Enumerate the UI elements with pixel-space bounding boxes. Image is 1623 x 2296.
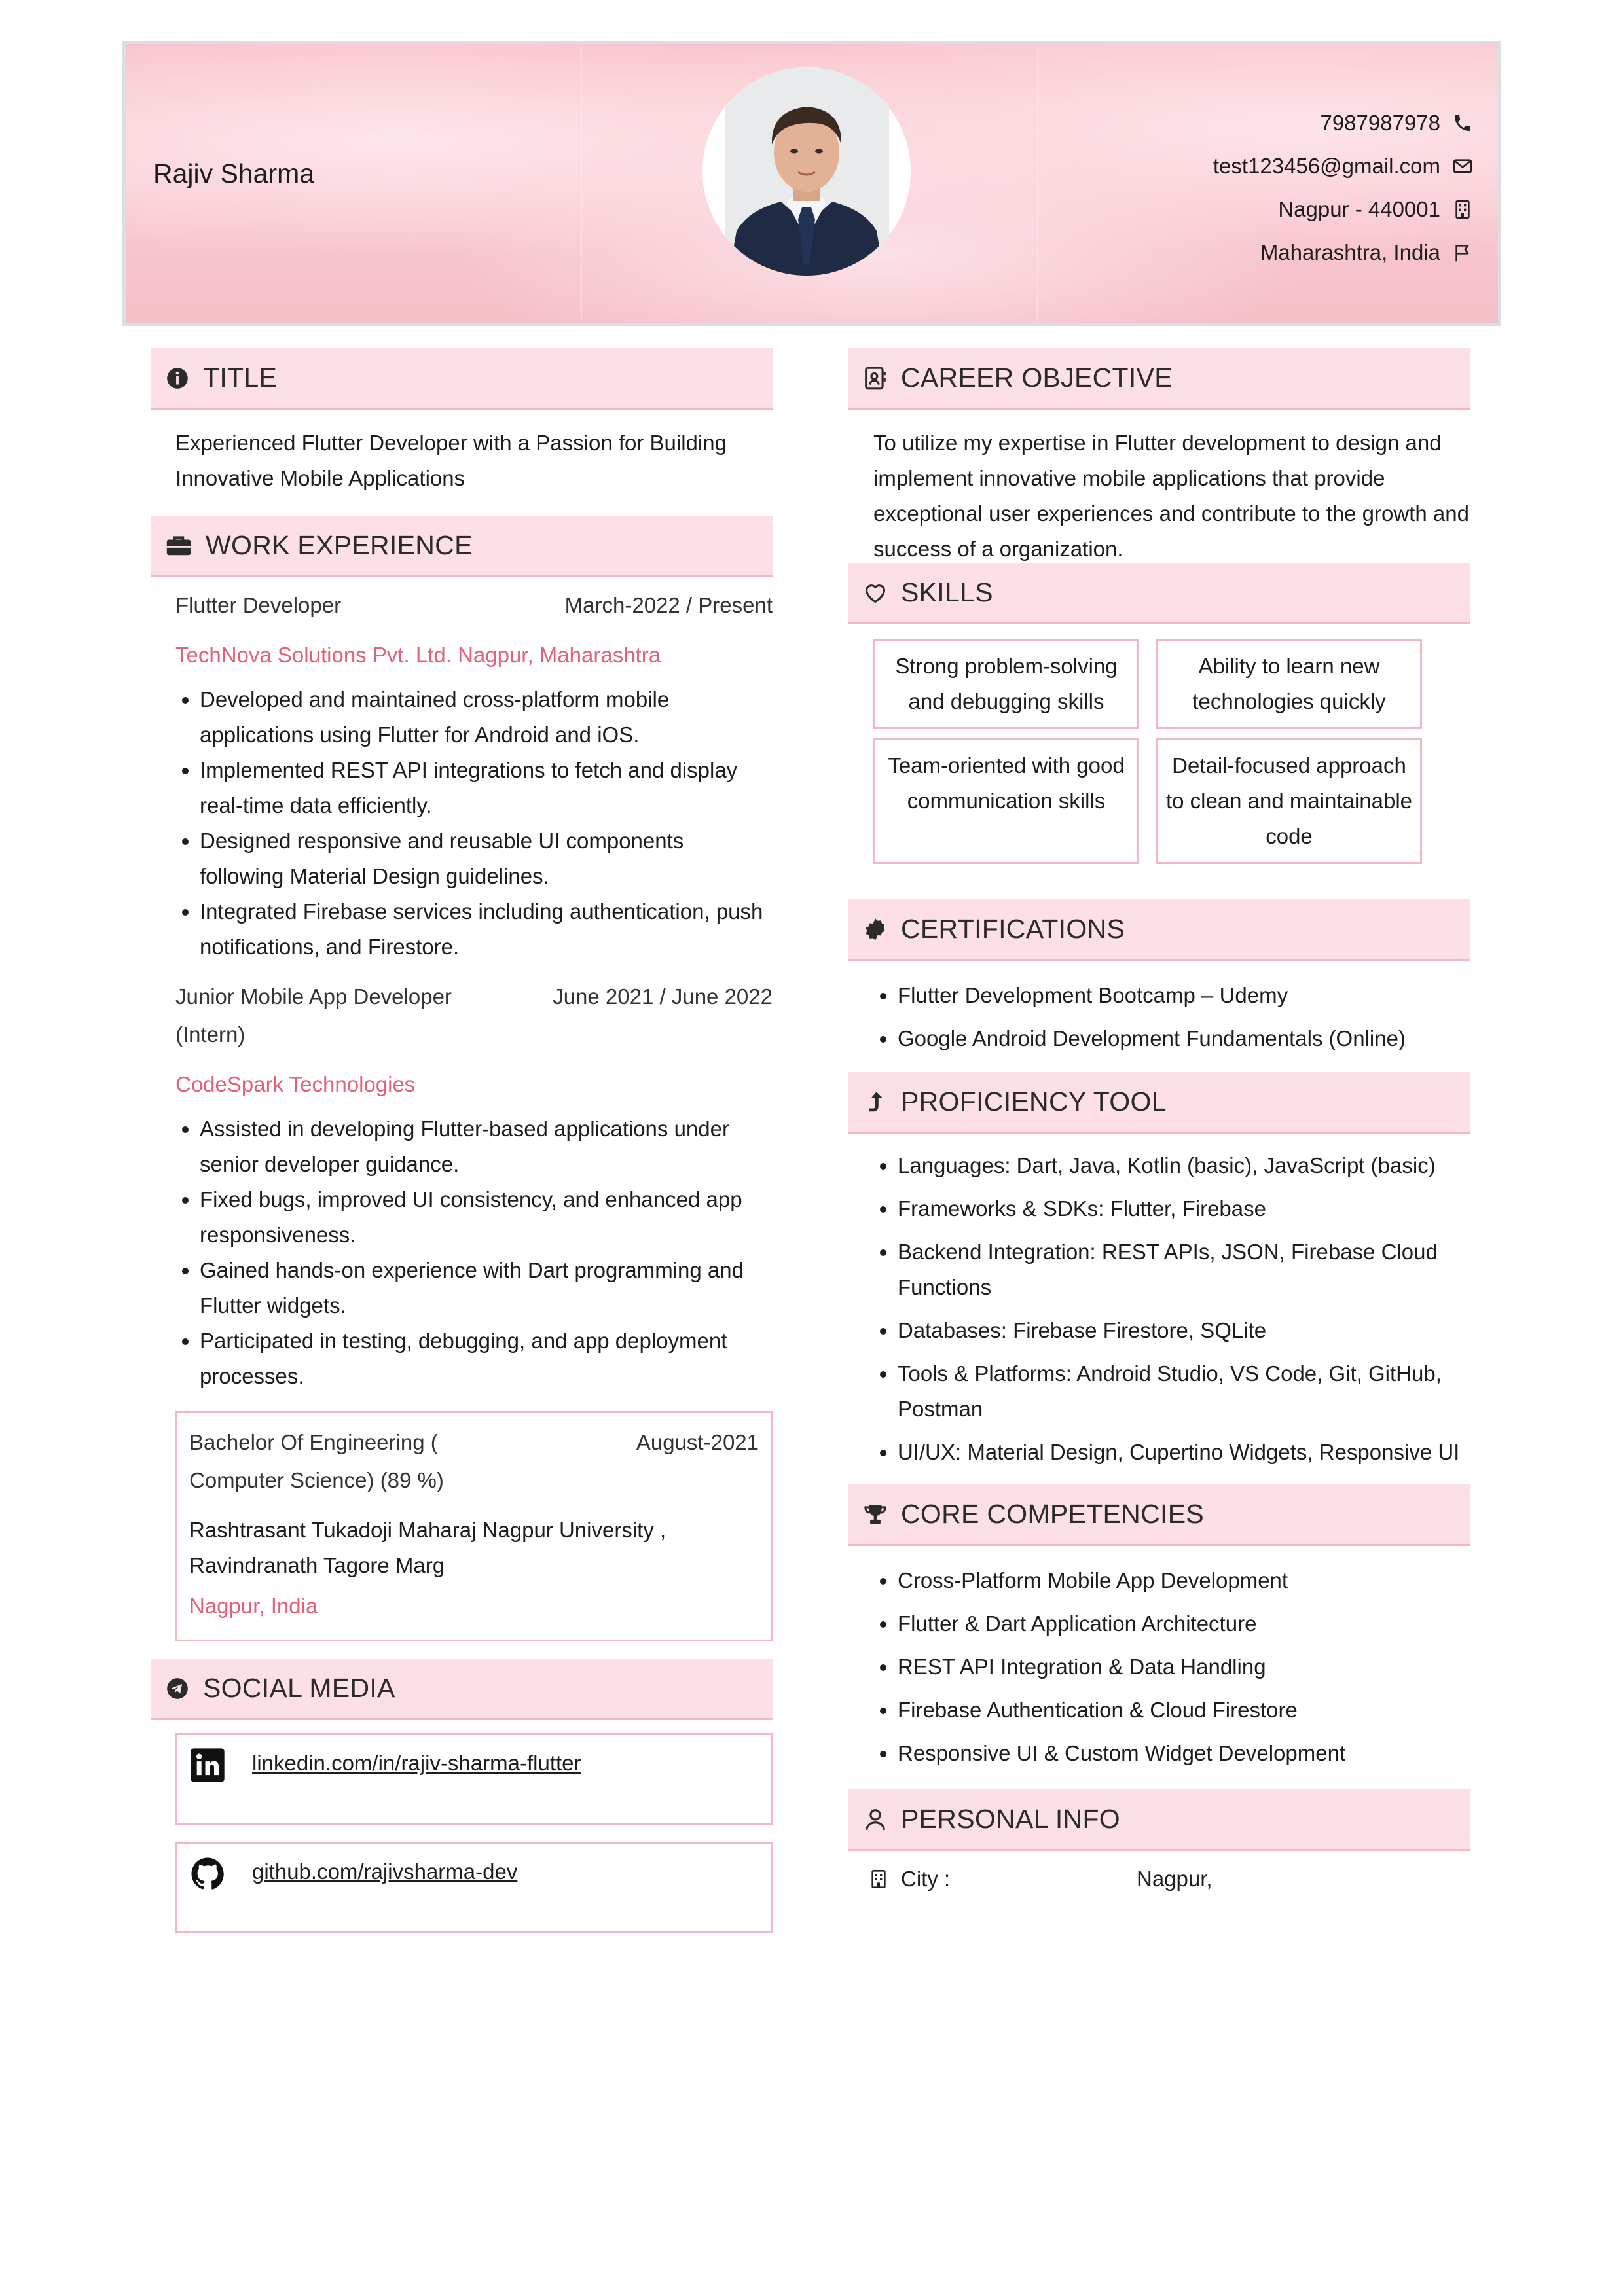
contact-email: [1213, 145, 1473, 188]
briefcase-icon: [165, 533, 192, 558]
heart-icon: [863, 581, 888, 605]
job-company: TechNova Solutions Pvt. Ltd. Nagpur, Maharashtra: [175, 643, 661, 667]
skills-section-header: [848, 563, 1470, 624]
resume-header: [122, 41, 1501, 326]
education-degree: Bachelor Of Engineering ( Computer Science) (89 %): [189, 1430, 444, 1492]
job-role: Junior Mobile App Developer (Intern): [175, 984, 452, 1047]
job-role: Flutter Developer: [175, 593, 342, 617]
tool-item: • Frameworks & SDKs: Flutter, Firebase: [898, 1191, 1470, 1227]
skill-card: Strong problem-solving and debugging skills: [873, 639, 1139, 729]
badge-icon: [863, 917, 888, 942]
competencies-section-heading: CORE COMPETENCIES: [901, 1499, 1204, 1529]
user-icon: [863, 1807, 888, 1832]
social-section-heading: SOCIAL MEDIA: [203, 1673, 395, 1703]
city-value: Nagpur,: [1137, 1867, 1213, 1891]
social-section-header: [151, 1659, 773, 1720]
tool-item: • Tools & Platforms: Android Studio, VS Code, Git, GitHub, Postman: [898, 1356, 1470, 1427]
personal-section-heading: PERSONAL INFO: [901, 1804, 1121, 1834]
tools-section-heading: PROFICIENCY TOOL: [901, 1086, 1167, 1117]
phone-text: 7987987978: [1320, 111, 1440, 135]
tools-section-header: [848, 1072, 1470, 1134]
title-section-heading: TITLE: [203, 363, 278, 393]
competency-item: • Firebase Authentication & Cloud Firestore: [898, 1689, 1470, 1732]
profile-photo: [702, 67, 911, 276]
github-link[interactable]: github.com/rajivsharma-dev: [252, 1859, 518, 1884]
job-duty: • Fixed bugs, improved UI consistency, and enhanced app responsiveness.: [200, 1182, 773, 1253]
tool-item: • Backend Integration: REST APIs, JSON, Firebase Cloud Functions: [898, 1234, 1470, 1305]
job-duty: • Gained hands-on experience with Dart programming and Flutter widgets.: [200, 1253, 773, 1323]
envelope-icon: [1452, 156, 1473, 177]
tool-item: • Databases: Firebase Firestore, SQLite: [898, 1313, 1470, 1348]
objective-text: To utilize my expertise in Flutter development to design and implement innovative mobile applications that provide exceptional user experiences and contribute to the growth and success of a organization.: [873, 431, 1469, 561]
tools-list: [873, 1148, 1470, 1470]
job-duty: • Integrated Firebase services including authentication, push notifications, and Firestore.: [200, 894, 773, 965]
job-duty: • Assisted in developing Flutter-based applications under senior developer guidance.: [200, 1111, 773, 1182]
header-divider: [1037, 44, 1038, 323]
trophy-icon: [863, 1502, 888, 1527]
info-circle-icon: [165, 366, 190, 391]
arrow-up-turn-icon: [863, 1090, 888, 1115]
profile-photo-portrait: [702, 67, 911, 276]
contact-phone: [1213, 101, 1473, 145]
tool-item: • Languages: Dart, Java, Kotlin (basic), JavaScript (basic): [898, 1148, 1470, 1183]
job-entry: [151, 965, 773, 1394]
certifications-section-heading: CERTIFICATIONS: [901, 914, 1125, 944]
job-dates: June 2021 / June 2022: [553, 984, 773, 1009]
skill-card: Detail-focused approach to clean and maintainable code: [1156, 738, 1422, 864]
contact-region: [1213, 231, 1473, 274]
competencies-section-header: [848, 1484, 1470, 1546]
education-entry: [175, 1411, 773, 1641]
certifications-list: [873, 974, 1470, 1060]
certification-item: • Flutter Development Bootcamp – Udemy: [898, 974, 1470, 1017]
education-location: Nagpur, India: [189, 1594, 318, 1618]
competency-item: • Responsive UI & Custom Widget Development: [898, 1732, 1470, 1775]
linkedin-link[interactable]: linkedin.com/in/rajiv-sharma-flutter: [252, 1751, 581, 1775]
work-section-header: [151, 516, 773, 577]
skills-section-heading: SKILLS: [901, 577, 993, 607]
objective-section-heading: CAREER OBJECTIVE: [901, 363, 1173, 393]
job-company: CodeSpark Technologies: [175, 1072, 416, 1096]
right-column: [848, 348, 1470, 1892]
contact-postal: [1213, 188, 1473, 231]
linkedin-icon: [189, 1747, 226, 1784]
phone-icon: [1452, 113, 1473, 134]
flag-icon: [1452, 242, 1473, 263]
education-school: Rashtrasant Tukadoji Maharaj Nagpur University , Ravindranath Tagore Marg: [189, 1518, 666, 1577]
github-icon: [189, 1856, 226, 1892]
work-section-heading: WORK EXPERIENCE: [206, 530, 473, 560]
certification-item: • Google Android Development Fundamentals (Online): [898, 1017, 1470, 1060]
region-text: Maharashtra, India: [1260, 240, 1440, 264]
skill-card: Ability to learn new technologies quickly: [1156, 639, 1422, 729]
education-date: August-2021: [636, 1430, 759, 1454]
left-column: [151, 348, 773, 1933]
job-duty: • Implemented REST API integrations to fetch and display real-time data efficiently.: [200, 753, 773, 823]
job-entry: [151, 577, 773, 965]
competencies-list: [873, 1559, 1470, 1775]
contact-list: [1213, 101, 1473, 274]
competency-item: • Flutter & Dart Application Architecture: [898, 1602, 1470, 1645]
postal-text: Nagpur - 440001: [1278, 197, 1440, 221]
job-dates: March-2022 / Present: [564, 593, 773, 617]
objective-section-header: [848, 348, 1470, 410]
job-duties: [175, 1111, 773, 1394]
title-section-header: [151, 348, 773, 410]
personal-section-header: [848, 1789, 1470, 1851]
candidate-name: Rajiv Sharma: [153, 158, 315, 188]
telegram-icon: [165, 1676, 190, 1701]
professional-title: Experienced Flutter Developer with a Passion for Building Innovative Mobile Applications: [175, 431, 727, 490]
certifications-section-header: [848, 899, 1470, 961]
job-duty: • Designed responsive and reusable UI components following Material Design guidelines.: [200, 823, 773, 894]
skill-card: Team-oriented with good communication skills: [873, 738, 1139, 864]
competency-item: • REST API Integration & Data Handling: [898, 1645, 1470, 1689]
job-duty: • Participated in testing, debugging, and app deployment processes.: [200, 1323, 773, 1394]
building-icon: [868, 1869, 889, 1890]
job-title-row: [175, 586, 773, 624]
tool-item: • UI/UX: Material Design, Cupertino Widgets, Responsive UI: [898, 1435, 1470, 1470]
competency-item: • Cross-Platform Mobile App Development: [898, 1559, 1470, 1602]
job-duty: • Developed and maintained cross-platform mobile applications using Flutter for Android and iOS.: [200, 682, 773, 753]
education-title-row: [189, 1424, 759, 1499]
skills-grid: [873, 639, 1470, 864]
job-duties: [175, 682, 773, 965]
contact-card-icon: [863, 366, 888, 391]
personal-city-row: [848, 1851, 1470, 1892]
social-linkedin: [175, 1733, 773, 1825]
social-github: [175, 1842, 773, 1933]
job-title-row: [175, 978, 773, 1054]
email-text: test123456@gmail.com: [1213, 154, 1440, 178]
header-divider: [581, 44, 582, 323]
building-icon: [1452, 199, 1473, 220]
city-label: City :: [901, 1867, 951, 1891]
